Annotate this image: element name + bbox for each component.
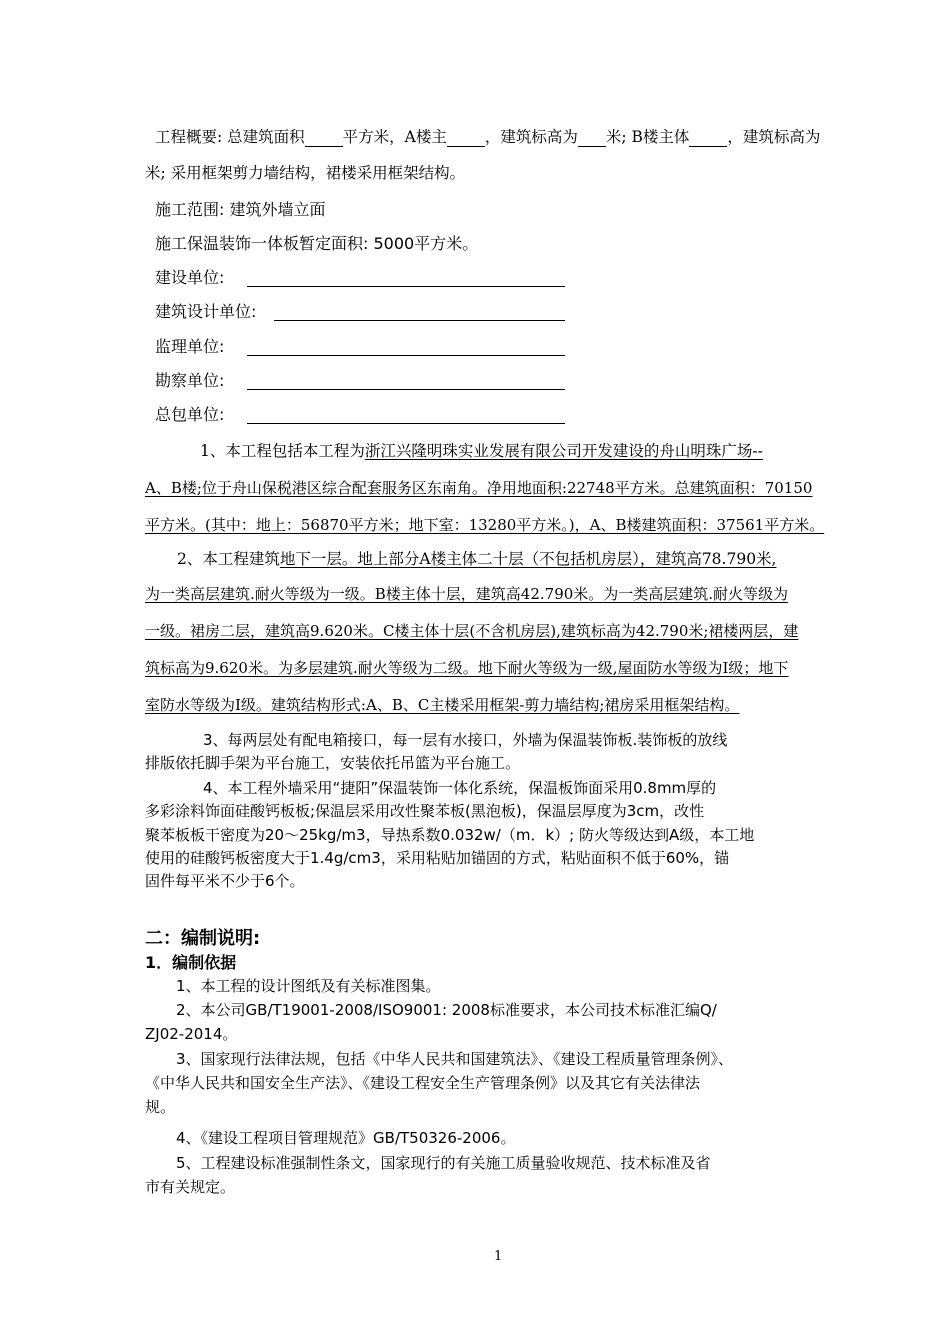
field-label-supervisor: 监理单位: — [155, 337, 225, 356]
blank-a-height — [578, 128, 606, 147]
field-line-designer — [274, 320, 565, 321]
item4-line-4: 使用的硅酸钙板密度大于1.4g/cm3，采用粘贴加锚固的方式，粘贴面积不低于60%，锚 — [145, 849, 730, 867]
item2-line-2: 为一类高层建筑.耐火等级为一级。B楼主体十层，建筑高42.790米。为一类高层建筑.耐火等级为 — [145, 585, 789, 603]
field-line-client — [247, 286, 565, 287]
field-label-survey: 勘察单位: — [155, 371, 225, 390]
board-area: 施工保温装饰一体板暂定面积: 5000平方米。 — [155, 234, 479, 253]
basis-item-5-line-2: 市有关规定。 — [145, 1178, 236, 1196]
item2-line-3: 一级。裙房二层，建筑高9.620米。C楼主体十层(不含机房层),建筑标高为42.790米;裙楼两层，建 — [145, 622, 799, 640]
field-label-designer: 建筑设计单位: — [155, 302, 257, 321]
item4-line-1: 4、本工程外墙采用“捷阳”保温装饰一体化系统，保温板饰面采用0.8mm厚的 — [203, 779, 717, 797]
item3-line-1: 3、每两层处有配电箱接口，每一层有水接口，外墙为保温装饰板.装饰板的放线 — [203, 731, 728, 749]
field-label-contractor: 总包单位: — [155, 405, 225, 424]
blank-total-area — [305, 128, 343, 147]
field-line-contractor — [247, 423, 565, 424]
basis-item-4: 4、《建设工程项目管理规范》GB/T50326-2006。 — [176, 1129, 516, 1147]
item1-line-1: 1、本工程包括本工程为浙江兴隆明珠实业发展有限公司开发建设的舟山明珠广场-- — [200, 442, 763, 460]
basis-item-2-line-1: 2、本公司GB/T19001-2008/ISO9001: 2008标准要求，本公司技术标准汇编Q/ — [176, 1001, 717, 1019]
basis-item-3-line-1: 3、国家现行法律法规，包括《中华人民共和国建筑法》、《建设工程质量管理条例》、 — [176, 1050, 734, 1068]
item4-line-2: 多彩涂料饰面硅酸钙板板;保温层采用改性聚苯板(黑泡板)，保温层厚度为3cm，改性 — [145, 802, 705, 820]
construction-scope: 施工范围: 建筑外墙立面 — [155, 200, 326, 219]
overview-line-1: 工程概要: 总建筑面积 平方米，A楼主 ，建筑标高为 米; B楼主体 ，建筑标高为 — [155, 128, 821, 146]
basis-item-3-line-3: 规。 — [145, 1098, 176, 1116]
item4-line-3: 聚苯板板干密度为20～25kg/m3，导热系数0.032w/（m．k）; 防火等级达到A级，本工地 — [145, 826, 755, 844]
basis-item-5-line-1: 5、工程建设标准强制性条文，国家现行的有关施工质量验收规范、技术标准及省 — [176, 1154, 711, 1172]
field-line-supervisor — [247, 355, 565, 356]
section-title: 二：编制说明: — [145, 928, 261, 949]
item3-line-2: 排版依托脚手架为平台施工，安装依托吊篮为平台施工。 — [145, 754, 521, 772]
item4-line-5: 固件每平米不少于6个。 — [145, 872, 305, 890]
item2-line-1: 2、本工程建筑地下一层。地上部分A楼主体二十层（不包括机房层），建筑高78.790米, — [177, 550, 777, 568]
basis-item-1: 1、本工程的设计图纸及有关标准图集。 — [176, 977, 441, 995]
subsection-title: 1．编制依据 — [145, 953, 237, 972]
item1-line-3: 平方米。(其中：地上：56870平方米；地下室：13280平方米。)，A、B楼建筑面积：37561平方米。 — [145, 516, 825, 534]
basis-item-3-line-2: 《中华人民共和国安全生产法》、《建设工程安全生产管理条例》以及其它有关法律法 — [145, 1074, 701, 1092]
item2-line-4: 筑标高为9.620米。为多层建筑.耐火等级为二级。地下耐火等级为一级,屋面防水等级为Ⅰ级；地下 — [145, 659, 789, 677]
basis-item-2-line-2: ZJ02-2014。 — [145, 1025, 238, 1043]
blank-a-building — [447, 128, 485, 147]
blank-b-building — [689, 128, 727, 147]
overview-line-2: 米; 采用框架剪力墙结构，裙楼采用框架结构。 — [145, 164, 466, 182]
field-line-survey — [247, 389, 565, 390]
item1-line-2: A、B楼;位于舟山保税港区综合配套服务区东南角。净用地面积:22748平方米。总建筑面积：70150 — [145, 479, 813, 497]
field-label-client: 建设单位: — [155, 268, 225, 287]
page-number: 1 — [494, 1249, 503, 1264]
item2-line-5: 室防水等级为Ⅰ级。建筑结构形式:A、B、C主楼采用框架-剪力墙结构;裙房采用框架结构。 — [145, 696, 740, 714]
